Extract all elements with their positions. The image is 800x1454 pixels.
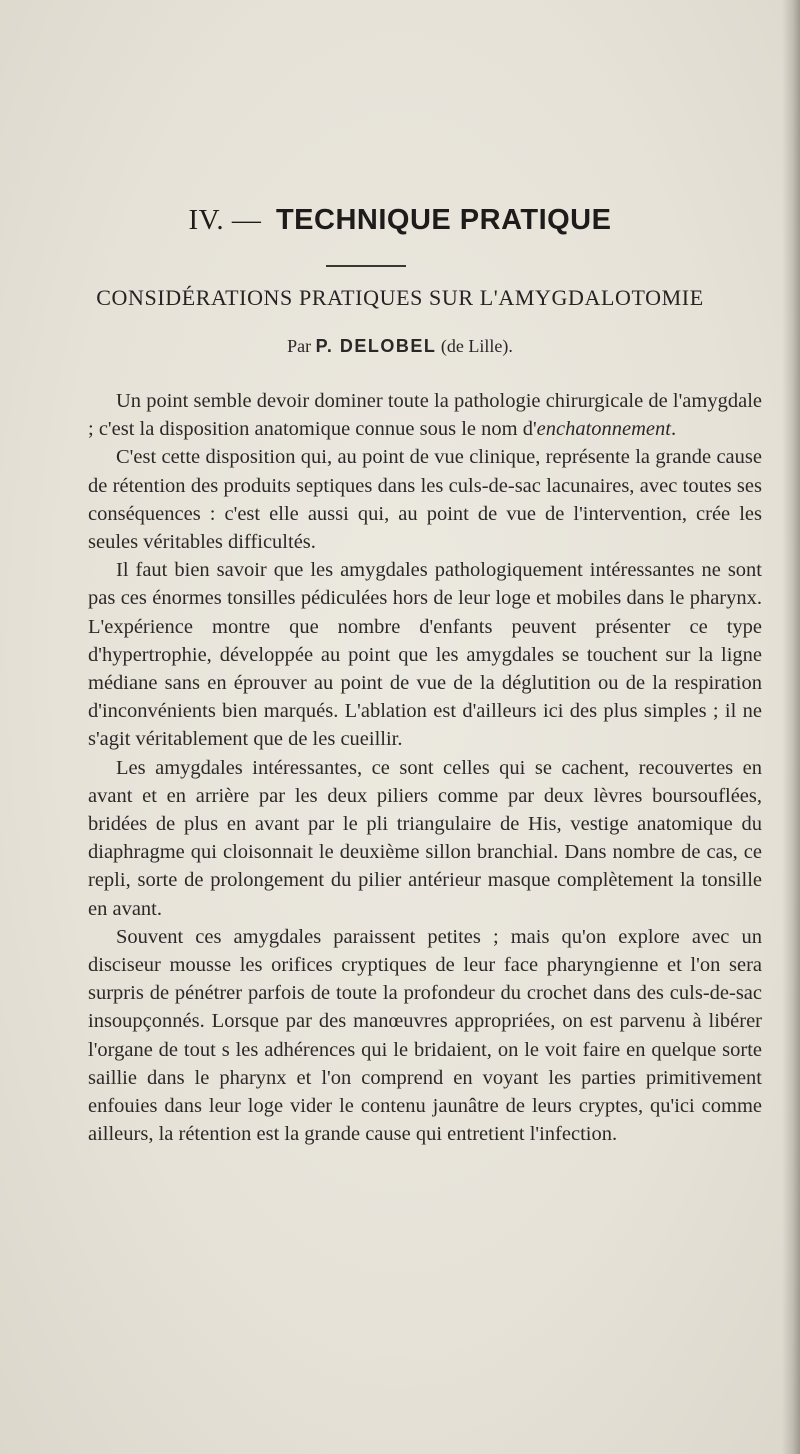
author-name: P. DELOBEL [315, 336, 437, 356]
byline [0, 336, 800, 357]
paragraph-3: Il faut bien savoir que les amygdales pathologiquement intéressantes ne sont pas ces énormes tonsilles pédiculées hors de leur loge et mobiles dans le pharynx. L'expérience montre que nombre d'enfants peuvent présenter ce type d'hypertrophie, développée au point que les amygdales se touchent sur la ligne médiane sans en éprouver au point de vue de la déglutition ou de la respiration d'inconvénients bien marqués. L'ablation est d'ailleurs ici des plus simples ; il ne s'agit véritablement que de les cueillir. [88, 559, 762, 751]
paragraph-1-emphasis: enchatonnement [536, 418, 671, 441]
title-divider [326, 265, 406, 267]
section-heading [0, 204, 800, 237]
author-affiliation: (de Lille). [440, 336, 513, 356]
section-title: TECHNIQUE PRATIQUE [275, 204, 612, 236]
paragraph-1 [88, 387, 762, 443]
paragraph-1-end: . [670, 418, 677, 441]
section-number: IV. — [188, 204, 262, 236]
byline-prefix: Par [287, 336, 312, 356]
paragraph-2: C'est cette disposition qui, au point de vue clinique, représente la grande cause de rétention des produits septiques dans les culs-de-sac lacunaires, avec toutes ses conséquences : c'est elle aussi qui, au point de vue de l'intervention, crée les seules véritables difficultés. [88, 446, 762, 554]
paragraph-4: Les amygdales intéressantes, ce sont celles qui se cachent, recouvertes en avant et en arrière par les deux piliers comme par deux lèvres boursouflées, bridées de plus en avant par le pli triangulaire de His, vestige anatomique du diaphragme qui cloisonnait le deuxième sillon branchial. Dans nombre de cas, ce repli, sorte de prolongement du pilier antérieur masque complètement la tonsille en avant. [88, 756, 762, 920]
paragraph-1-text: Un point semble devoir dominer toute la pathologie chirurgicale de l'amygdale ; c'est la disposition anatomique connue sous le nom d' [88, 390, 762, 441]
article-title: CONSIDÉRATIONS PRATIQUES SUR L'AMYGDALOTOMIE [96, 285, 704, 310]
article-body [88, 387, 762, 1148]
paragraph-5: Souvent ces amygdales paraissent petites ; mais qu'on explore avec un disciseur mousse les orifices cryptiques de leur face pharyngienne et l'on sera surpris de pénétrer parfois de toute la profondeur du crochet dans des culs-de-sac insoupçonnés. Lorsque par des manœuvres appropriées, on est parvenu à libérer l'organe de tout s les adhérences qui le bridaient, on le voit faire en quelque sorte saillie dans le pharynx et l'on comprend en voyant les parties primitivement enfouies dans leur loge vider le contenu jaunâtre de leurs cryptes, qu'ici comme ailleurs, la rétention est la grande cause qui entretient l'infection. [88, 925, 762, 1146]
